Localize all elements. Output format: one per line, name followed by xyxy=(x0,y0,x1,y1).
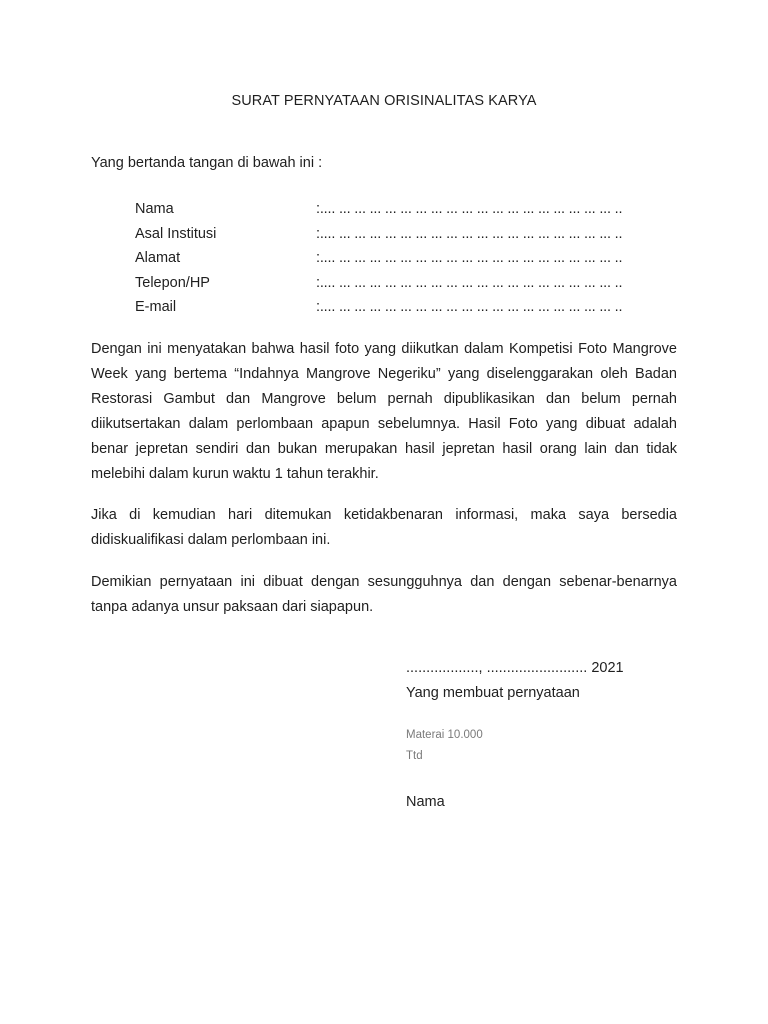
field-label: Alamat xyxy=(135,250,181,266)
field-blank: :.... ... ... ... ... ... ... ... ... ... ... ... ... ... ... ... ... ... ... .. xyxy=(316,225,623,242)
intro-text: Yang bertanda tangan di bawah ini : xyxy=(91,155,323,171)
field-label: Telepon/HP xyxy=(135,274,210,291)
signature-name: Nama xyxy=(406,794,445,810)
field-row-nama xyxy=(135,197,655,222)
field-label: E-mail xyxy=(135,299,177,315)
signature-maker: Yang membuat pernyataan xyxy=(406,685,580,701)
identity-fields xyxy=(135,197,655,320)
ttd-note: Ttd xyxy=(406,750,423,762)
field-label: Asal Institusi xyxy=(135,225,217,242)
disqualification-paragraph: Jika di kemudian hari ditemukan ketidakbenaran informasi, maka saya bersedia didiskualifikasi dalam perlombaan ini. xyxy=(91,507,677,548)
signature-date-line: .................., ......................... 2021 xyxy=(406,660,624,676)
field-blank: :.... ... ... ... ... ... ... ... ... ... ... ... ... ... ... ... ... ... ... .. xyxy=(316,250,623,266)
letter-title: SURAT PERNYATAAN ORISINALITAS KARYA xyxy=(231,93,537,109)
field-blank: :.... ... ... ... ... ... ... ... ... ... ... ... ... ... ... ... ... ... ... .. xyxy=(316,201,623,217)
field-row-alamat xyxy=(135,246,655,271)
field-row-asal-institusi xyxy=(135,222,655,247)
field-blank: :.... ... ... ... ... ... ... ... ... ... ... ... ... ... ... ... ... ... ... .. xyxy=(316,274,623,291)
statement-paragraph: Dengan ini menyatakan bahwa hasil foto yang diikutkan dalam Kompetisi Foto Mangrove Week yang bertema “Indahnya Mangrove Negeriku” yang diselenggarakan oleh Badan Restorasi Gambut dan Mangrove belum pernah dipublikasikan dan belum pernah diikutsertakan dalam perlombaan apapun sebelumnya. Hasil Foto yang dibuat adalah benar jepretan sendiri dan bukan merupakan hasil jepretan hasil orang lain dan tidak melebihi dalam kurun waktu 1 tahun terakhir. xyxy=(91,341,677,482)
field-label: Nama xyxy=(135,201,174,217)
closing-paragraph: Demikian pernyataan ini dibuat dengan sesungguhnya dan dengan sebenar-benarnya tanpa adanya unsur paksaan dari siapapun. xyxy=(91,574,677,615)
field-blank: :.... ... ... ... ... ... ... ... ... ... ... ... ... ... ... ... ... ... ... .. xyxy=(316,299,623,315)
materai-note: Materai 10.000 xyxy=(406,729,483,741)
field-row-email xyxy=(135,295,655,320)
field-row-telepon xyxy=(135,271,655,296)
